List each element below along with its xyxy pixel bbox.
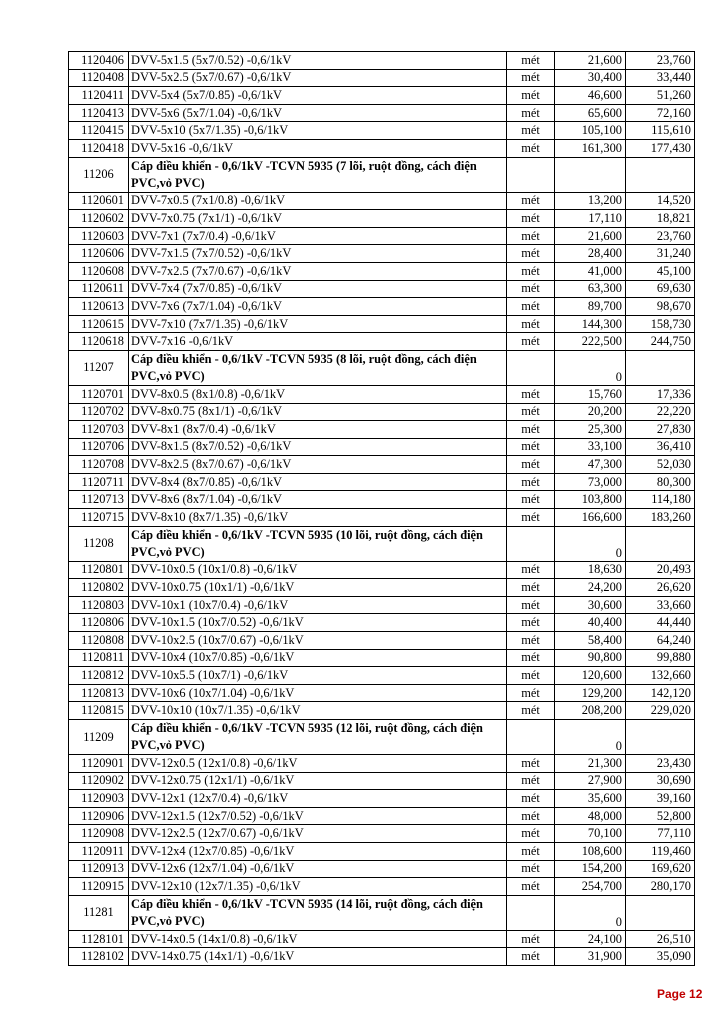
group-title: Cáp điều khiển - 0,6/1kV -TCVN 5935 (12 lõi, ruột đồng, cách điện PVC,vỏ PVC) (129, 720, 507, 755)
price1-cell: 25,300 (555, 421, 626, 439)
item-name: DVV-7x0.5 (7x1/0.8) -0,6/1kV (129, 192, 507, 210)
unit-cell: mét (507, 842, 555, 860)
table-row (69, 333, 695, 351)
price1-cell: 21,600 (555, 227, 626, 245)
item-name: DVV-8x1 (8x7/0.4) -0,6/1kV (129, 421, 507, 439)
item-name: DVV-8x0.5 (8x1/0.8) -0,6/1kV (129, 385, 507, 403)
table-row (69, 772, 695, 790)
group-title: Cáp điều khiển - 0,6/1kV -TCVN 5935 (8 lõi, ruột đồng, cách điện PVC,vỏ PVC) (129, 350, 507, 385)
price2-cell: 17,336 (626, 385, 695, 403)
table-row (69, 596, 695, 614)
unit-cell: mét (507, 948, 555, 966)
table-row (69, 649, 695, 667)
item-code: 1120606 (69, 245, 129, 263)
table-row (69, 227, 695, 245)
price2-cell: 20,493 (626, 561, 695, 579)
price1-cell: 46,600 (555, 87, 626, 105)
unit-cell: mét (507, 69, 555, 87)
item-code: 1120708 (69, 456, 129, 474)
item-name: DVV-8x6 (8x7/1.04) -0,6/1kV (129, 491, 507, 509)
item-name: DVV-8x0.75 (8x1/1) -0,6/1kV (129, 403, 507, 421)
unit-cell: mét (507, 245, 555, 263)
item-code: 1120911 (69, 842, 129, 860)
item-code: 1120815 (69, 702, 129, 720)
item-code: 1120408 (69, 69, 129, 87)
price2-cell: 244,750 (626, 333, 695, 351)
unit-cell: mét (507, 702, 555, 720)
table-row (69, 878, 695, 896)
unit-cell: mét (507, 807, 555, 825)
unit-cell: mét (507, 561, 555, 579)
group-value: 0 (555, 720, 626, 755)
price1-cell: 40,400 (555, 614, 626, 632)
item-code: 1120802 (69, 579, 129, 597)
price1-cell: 73,000 (555, 473, 626, 491)
item-name: DVV-12x4 (12x7/0.85) -0,6/1kV (129, 842, 507, 860)
table-row (69, 509, 695, 527)
unit-cell: mét (507, 649, 555, 667)
table-row (69, 139, 695, 157)
unit-cell: mét (507, 227, 555, 245)
item-code: 1120603 (69, 227, 129, 245)
price1-cell: 20,200 (555, 403, 626, 421)
price2-cell: 52,800 (626, 807, 695, 825)
item-code: 1120902 (69, 772, 129, 790)
price1-cell: 21,300 (555, 755, 626, 773)
table-row (69, 684, 695, 702)
unit-cell: mét (507, 491, 555, 509)
unit-cell (507, 720, 555, 755)
item-code: 1120901 (69, 755, 129, 773)
table-row (69, 104, 695, 122)
unit-cell: mét (507, 755, 555, 773)
price2-cell: 99,880 (626, 649, 695, 667)
price2-cell: 64,240 (626, 632, 695, 650)
unit-cell: mét (507, 315, 555, 333)
table-row (69, 632, 695, 650)
table-row (69, 87, 695, 105)
table-row (69, 860, 695, 878)
price1-cell: 144,300 (555, 315, 626, 333)
unit-cell (507, 895, 555, 930)
item-name: DVV-12x1 (12x7/0.4) -0,6/1kV (129, 790, 507, 808)
table-row (69, 280, 695, 298)
item-code: 1120908 (69, 825, 129, 843)
group-title: Cáp điều khiển - 0,6/1kV -TCVN 5935 (10 lõi, ruột đồng, cách điện PVC,vỏ PVC) (129, 526, 507, 561)
item-name: DVV-14x0.75 (14x1/1) -0,6/1kV (129, 948, 507, 966)
price2-cell (626, 157, 695, 192)
item-code: 1120915 (69, 878, 129, 896)
price1-cell: 154,200 (555, 860, 626, 878)
item-name: DVV-5x2.5 (5x7/0.67) -0,6/1kV (129, 69, 507, 87)
price1-cell: 31,900 (555, 948, 626, 966)
item-code: 1120715 (69, 509, 129, 527)
price1-cell: 208,200 (555, 702, 626, 720)
group-header-row (69, 526, 695, 561)
item-code: 1120611 (69, 280, 129, 298)
item-code: 1120706 (69, 438, 129, 456)
table-row (69, 755, 695, 773)
item-name: DVV-5x16 -0,6/1kV (129, 139, 507, 157)
price2-cell: 114,180 (626, 491, 695, 509)
price1-cell: 17,110 (555, 210, 626, 228)
price2-cell: 98,670 (626, 298, 695, 316)
unit-cell: mét (507, 262, 555, 280)
unit-cell: mét (507, 333, 555, 351)
item-name: DVV-5x4 (5x7/0.85) -0,6/1kV (129, 87, 507, 105)
price2-cell: 115,610 (626, 122, 695, 140)
table-row (69, 69, 695, 87)
price1-cell: 28,400 (555, 245, 626, 263)
item-code: 1120803 (69, 596, 129, 614)
item-name: DVV-12x10 (12x7/1.35) -0,6/1kV (129, 878, 507, 896)
unit-cell: mét (507, 614, 555, 632)
group-value: 0 (555, 350, 626, 385)
unit-cell: mét (507, 579, 555, 597)
price1-cell: 21,600 (555, 52, 626, 70)
price1-cell: 161,300 (555, 139, 626, 157)
price2-cell: 39,160 (626, 790, 695, 808)
price1-cell: 105,100 (555, 122, 626, 140)
price2-cell: 18,821 (626, 210, 695, 228)
unit-cell: mét (507, 509, 555, 527)
price1-cell: 24,100 (555, 930, 626, 948)
price1-cell: 24,200 (555, 579, 626, 597)
price1-cell: 65,600 (555, 104, 626, 122)
table-row (69, 702, 695, 720)
unit-cell: mét (507, 385, 555, 403)
price2-cell: 45,100 (626, 262, 695, 280)
price1-cell: 48,000 (555, 807, 626, 825)
group-code: 11207 (69, 350, 129, 385)
price1-cell: 222,500 (555, 333, 626, 351)
price2-cell: 36,410 (626, 438, 695, 456)
item-name: DVV-12x0.5 (12x1/0.8) -0,6/1kV (129, 755, 507, 773)
group-code: 11281 (69, 895, 129, 930)
price2-cell: 23,760 (626, 227, 695, 245)
unit-cell: mét (507, 403, 555, 421)
group-header-row (69, 157, 695, 192)
table-row (69, 192, 695, 210)
table-row (69, 473, 695, 491)
unit-cell: mét (507, 790, 555, 808)
price1-cell: 41,000 (555, 262, 626, 280)
price-table (68, 51, 695, 966)
group-value (555, 157, 626, 192)
item-name: DVV-10x6 (10x7/1.04) -0,6/1kV (129, 684, 507, 702)
item-name: DVV-8x1.5 (8x7/0.52) -0,6/1kV (129, 438, 507, 456)
price2-cell: 23,760 (626, 52, 695, 70)
table-row (69, 456, 695, 474)
table-row (69, 825, 695, 843)
item-name: DVV-7x16 -0,6/1kV (129, 333, 507, 351)
item-code: 1120906 (69, 807, 129, 825)
price1-cell: 63,300 (555, 280, 626, 298)
unit-cell: mét (507, 456, 555, 474)
group-code: 11209 (69, 720, 129, 755)
price2-cell: 72,160 (626, 104, 695, 122)
item-name: DVV-10x0.5 (10x1/0.8) -0,6/1kV (129, 561, 507, 579)
item-code: 1120808 (69, 632, 129, 650)
table-row (69, 667, 695, 685)
price2-cell: 183,260 (626, 509, 695, 527)
item-name: DVV-5x10 (5x7/1.35) -0,6/1kV (129, 122, 507, 140)
item-name: DVV-7x4 (7x7/0.85) -0,6/1kV (129, 280, 507, 298)
unit-cell: mét (507, 473, 555, 491)
unit-cell: mét (507, 210, 555, 228)
item-code: 1120913 (69, 860, 129, 878)
group-header-row (69, 350, 695, 385)
group-code: 11206 (69, 157, 129, 192)
table-row (69, 491, 695, 509)
unit-cell: mét (507, 104, 555, 122)
item-name: DVV-5x6 (5x7/1.04) -0,6/1kV (129, 104, 507, 122)
price2-cell: 69,630 (626, 280, 695, 298)
item-name: DVV-7x2.5 (7x7/0.67) -0,6/1kV (129, 262, 507, 280)
item-code: 1120413 (69, 104, 129, 122)
price2-cell: 27,830 (626, 421, 695, 439)
item-name: DVV-7x1 (7x7/0.4) -0,6/1kV (129, 227, 507, 245)
item-code: 1120406 (69, 52, 129, 70)
item-code: 1120411 (69, 87, 129, 105)
table-row (69, 122, 695, 140)
item-name: DVV-7x6 (7x7/1.04) -0,6/1kV (129, 298, 507, 316)
item-name: DVV-12x6 (12x7/1.04) -0,6/1kV (129, 860, 507, 878)
price2-cell: 22,220 (626, 403, 695, 421)
unit-cell: mét (507, 421, 555, 439)
item-code: 1120903 (69, 790, 129, 808)
table-row (69, 315, 695, 333)
item-name: DVV-10x0.75 (10x1/1) -0,6/1kV (129, 579, 507, 597)
item-name: DVV-10x4 (10x7/0.85) -0,6/1kV (129, 649, 507, 667)
price1-cell: 70,100 (555, 825, 626, 843)
table-row (69, 579, 695, 597)
table-row (69, 245, 695, 263)
item-code: 1120701 (69, 385, 129, 403)
unit-cell: mét (507, 825, 555, 843)
item-name: DVV-7x10 (7x7/1.35) -0,6/1kV (129, 315, 507, 333)
price2-cell: 52,030 (626, 456, 695, 474)
price2-cell: 44,440 (626, 614, 695, 632)
item-name: DVV-8x10 (8x7/1.35) -0,6/1kV (129, 509, 507, 527)
item-code: 1120711 (69, 473, 129, 491)
item-code: 1120618 (69, 333, 129, 351)
item-name: DVV-5x1.5 (5x7/0.52) -0,6/1kV (129, 52, 507, 70)
price2-cell: 51,260 (626, 87, 695, 105)
price2-cell (626, 895, 695, 930)
price2-cell: 23,430 (626, 755, 695, 773)
unit-cell: mét (507, 298, 555, 316)
item-code: 1120813 (69, 684, 129, 702)
table-row (69, 403, 695, 421)
item-code: 1120713 (69, 491, 129, 509)
item-code: 1120613 (69, 298, 129, 316)
price2-cell (626, 720, 695, 755)
price1-cell: 58,400 (555, 632, 626, 650)
price1-cell: 120,600 (555, 667, 626, 685)
group-title: Cáp điều khiển - 0,6/1kV -TCVN 5935 (14 lõi, ruột đồng, cách điện PVC,vỏ PVC) (129, 895, 507, 930)
price2-cell: 77,110 (626, 825, 695, 843)
price1-cell: 108,600 (555, 842, 626, 860)
unit-cell: mét (507, 192, 555, 210)
item-code: 1128101 (69, 930, 129, 948)
group-header-row (69, 720, 695, 755)
table-row (69, 807, 695, 825)
price1-cell: 30,600 (555, 596, 626, 614)
table-row (69, 948, 695, 966)
unit-cell: mét (507, 280, 555, 298)
price1-cell: 254,700 (555, 878, 626, 896)
unit-cell: mét (507, 930, 555, 948)
item-code: 1120601 (69, 192, 129, 210)
price2-cell: 132,660 (626, 667, 695, 685)
unit-cell (507, 157, 555, 192)
price1-cell: 15,760 (555, 385, 626, 403)
item-name: DVV-10x10 (10x7/1.35) -0,6/1kV (129, 702, 507, 720)
price1-cell: 103,800 (555, 491, 626, 509)
unit-cell (507, 526, 555, 561)
unit-cell (507, 350, 555, 385)
item-name: DVV-10x2.5 (10x7/0.67) -0,6/1kV (129, 632, 507, 650)
group-value: 0 (555, 895, 626, 930)
item-code: 1120812 (69, 667, 129, 685)
table-row (69, 262, 695, 280)
unit-cell: mét (507, 878, 555, 896)
price2-cell (626, 350, 695, 385)
price-table-body (69, 52, 695, 966)
table-row (69, 930, 695, 948)
price2-cell: 80,300 (626, 473, 695, 491)
price1-cell: 13,200 (555, 192, 626, 210)
unit-cell: mét (507, 122, 555, 140)
unit-cell: mét (507, 632, 555, 650)
price2-cell: 26,510 (626, 930, 695, 948)
price1-cell: 27,900 (555, 772, 626, 790)
price2-cell (626, 526, 695, 561)
item-name: DVV-8x4 (8x7/0.85) -0,6/1kV (129, 473, 507, 491)
price2-cell: 119,460 (626, 842, 695, 860)
price2-cell: 30,690 (626, 772, 695, 790)
price1-cell: 35,600 (555, 790, 626, 808)
unit-cell: mét (507, 52, 555, 70)
price2-cell: 33,660 (626, 596, 695, 614)
group-title: Cáp điều khiển - 0,6/1kV -TCVN 5935 (7 lõi, ruột đồng, cách điện PVC,vỏ PVC) (129, 157, 507, 192)
item-name: DVV-14x0.5 (14x1/0.8) -0,6/1kV (129, 930, 507, 948)
price1-cell: 18,630 (555, 561, 626, 579)
price2-cell: 142,120 (626, 684, 695, 702)
unit-cell: mét (507, 87, 555, 105)
item-name: DVV-7x0.75 (7x1/1) -0,6/1kV (129, 210, 507, 228)
item-code: 1120602 (69, 210, 129, 228)
item-code: 1120608 (69, 262, 129, 280)
item-name: DVV-12x1.5 (12x7/0.52) -0,6/1kV (129, 807, 507, 825)
table-row (69, 438, 695, 456)
price1-cell: 129,200 (555, 684, 626, 702)
price2-cell: 26,620 (626, 579, 695, 597)
group-code: 11208 (69, 526, 129, 561)
table-row (69, 790, 695, 808)
price1-cell: 166,600 (555, 509, 626, 527)
table-row (69, 52, 695, 70)
unit-cell: mét (507, 684, 555, 702)
item-name: DVV-10x1 (10x7/0.4) -0,6/1kV (129, 596, 507, 614)
table-row (69, 842, 695, 860)
price2-cell: 33,440 (626, 69, 695, 87)
table-row (69, 561, 695, 579)
item-code: 1120806 (69, 614, 129, 632)
price1-cell: 90,800 (555, 649, 626, 667)
table-row (69, 421, 695, 439)
unit-cell: mét (507, 139, 555, 157)
unit-cell: mét (507, 667, 555, 685)
item-name: DVV-12x2.5 (12x7/0.67) -0,6/1kV (129, 825, 507, 843)
price1-cell: 30,400 (555, 69, 626, 87)
table-row (69, 210, 695, 228)
table-row (69, 385, 695, 403)
price2-cell: 158,730 (626, 315, 695, 333)
price2-cell: 35,090 (626, 948, 695, 966)
item-code: 1120702 (69, 403, 129, 421)
item-code: 1120811 (69, 649, 129, 667)
table-row (69, 298, 695, 316)
price2-cell: 169,620 (626, 860, 695, 878)
item-name: DVV-10x5.5 (10x7/1) -0,6/1kV (129, 667, 507, 685)
price2-cell: 229,020 (626, 702, 695, 720)
item-name: DVV-12x0.75 (12x1/1) -0,6/1kV (129, 772, 507, 790)
price1-cell: 89,700 (555, 298, 626, 316)
table-row (69, 614, 695, 632)
unit-cell: mét (507, 772, 555, 790)
item-code: 1120703 (69, 421, 129, 439)
price1-cell: 33,100 (555, 438, 626, 456)
price1-cell: 47,300 (555, 456, 626, 474)
item-code: 1128102 (69, 948, 129, 966)
unit-cell: mét (507, 860, 555, 878)
price2-cell: 14,520 (626, 192, 695, 210)
item-code: 1120415 (69, 122, 129, 140)
item-name: DVV-7x1.5 (7x7/0.52) -0,6/1kV (129, 245, 507, 263)
item-code: 1120615 (69, 315, 129, 333)
page-number: Page 12 (657, 987, 703, 1001)
item-name: DVV-10x1.5 (10x7/0.52) -0,6/1kV (129, 614, 507, 632)
price2-cell: 280,170 (626, 878, 695, 896)
unit-cell: mét (507, 596, 555, 614)
item-code: 1120801 (69, 561, 129, 579)
unit-cell: mét (507, 438, 555, 456)
group-value: 0 (555, 526, 626, 561)
item-name: DVV-8x2.5 (8x7/0.67) -0,6/1kV (129, 456, 507, 474)
item-code: 1120418 (69, 139, 129, 157)
price2-cell: 177,430 (626, 139, 695, 157)
price2-cell: 31,240 (626, 245, 695, 263)
group-header-row (69, 895, 695, 930)
